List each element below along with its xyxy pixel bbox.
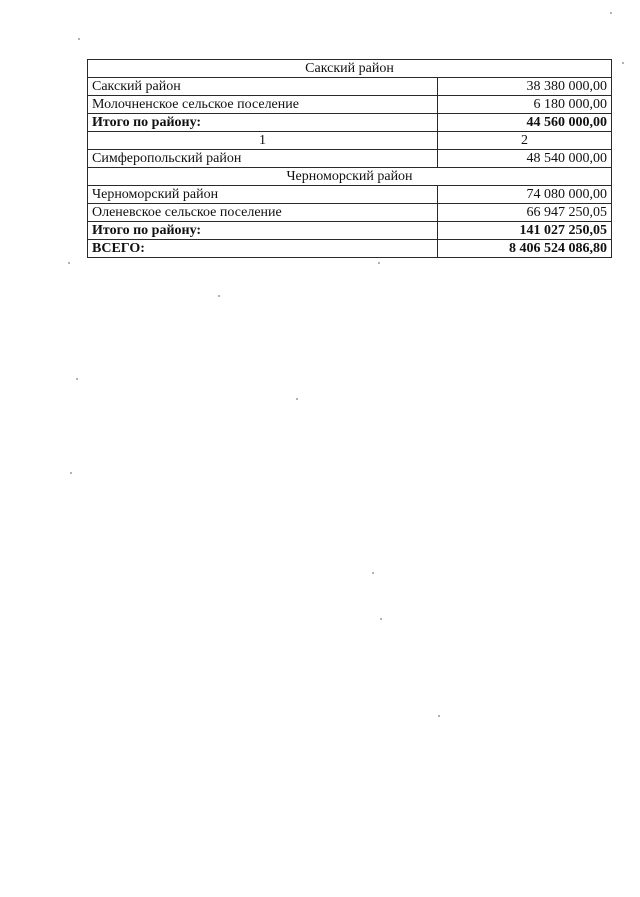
section-header: Сакский район bbox=[88, 60, 612, 78]
scan-speck bbox=[70, 472, 72, 474]
scan-speck bbox=[296, 398, 298, 400]
column-number-1: 1 bbox=[88, 132, 438, 150]
grand-total-row bbox=[88, 240, 612, 258]
total-label: Итого по району: bbox=[88, 222, 438, 240]
row-name: Сакский район bbox=[88, 78, 438, 96]
total-amount: 141 027 250,05 bbox=[438, 222, 612, 240]
table-row bbox=[88, 204, 612, 222]
row-name: Симферопольский район bbox=[88, 150, 438, 168]
total-row bbox=[88, 222, 612, 240]
grand-total-amount: 8 406 524 086,80 bbox=[438, 240, 612, 258]
section-header: Черноморский район bbox=[88, 168, 612, 186]
row-name: Молочненское сельское поселение bbox=[88, 96, 438, 114]
scan-speck bbox=[378, 262, 380, 264]
table-row bbox=[88, 78, 612, 96]
total-label: Итого по району: bbox=[88, 114, 438, 132]
table-row bbox=[88, 186, 612, 204]
scan-speck bbox=[372, 572, 374, 574]
row-name: Оленевское сельское поселение bbox=[88, 204, 438, 222]
row-name: Черноморский район bbox=[88, 186, 438, 204]
table-row bbox=[88, 150, 612, 168]
scan-speck bbox=[438, 715, 440, 717]
row-amount: 66 947 250,05 bbox=[438, 204, 612, 222]
budget-table bbox=[87, 59, 612, 258]
scan-speck bbox=[610, 12, 612, 14]
table-row bbox=[88, 96, 612, 114]
grand-total-label: ВСЕГО: bbox=[88, 240, 438, 258]
row-amount: 38 380 000,00 bbox=[438, 78, 612, 96]
total-row bbox=[88, 114, 612, 132]
row-amount: 48 540 000,00 bbox=[438, 150, 612, 168]
scan-speck bbox=[380, 618, 382, 620]
section-row-saki bbox=[88, 60, 612, 78]
row-amount: 74 080 000,00 bbox=[438, 186, 612, 204]
scan-speck bbox=[622, 62, 624, 64]
column-number-row bbox=[88, 132, 612, 150]
column-number-2: 2 bbox=[438, 132, 612, 150]
scan-speck bbox=[218, 295, 220, 297]
total-amount: 44 560 000,00 bbox=[438, 114, 612, 132]
section-row-chernomorsky bbox=[88, 168, 612, 186]
scan-speck bbox=[76, 378, 78, 380]
scan-speck bbox=[78, 38, 80, 40]
scan-speck bbox=[68, 262, 70, 264]
row-amount: 6 180 000,00 bbox=[438, 96, 612, 114]
